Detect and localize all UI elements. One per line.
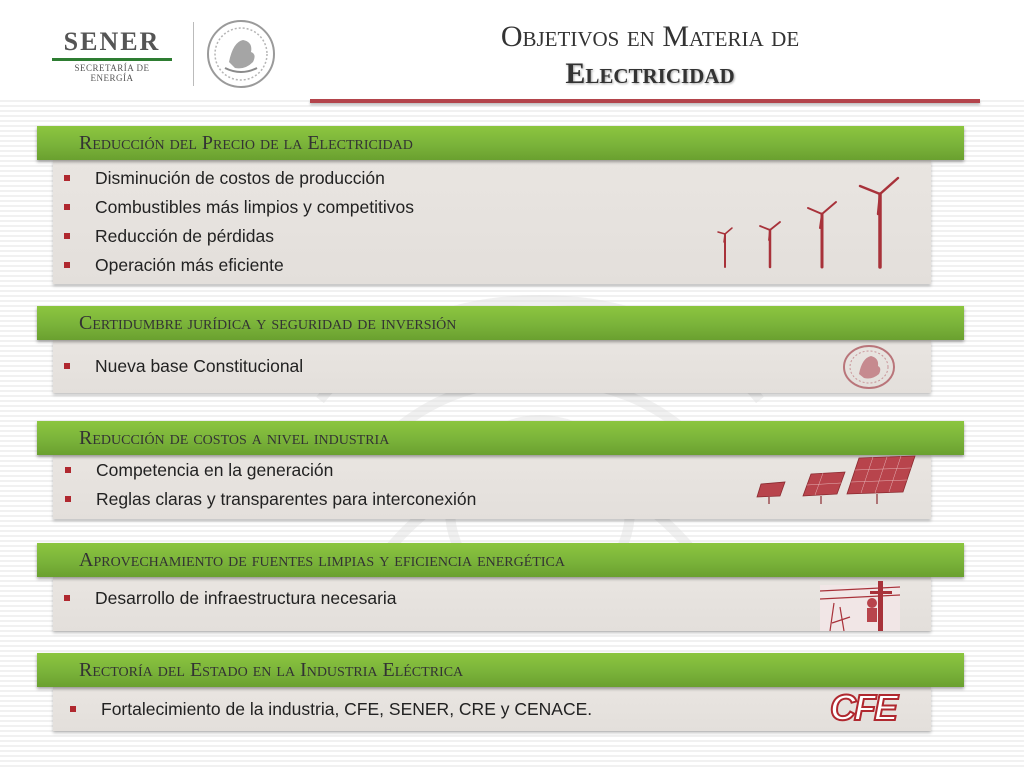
section-title: Aprovechamiento de fuentes limpias y eficiencia energética: [37, 543, 964, 577]
section-title: Rectoría del Estado en la Industria Eléctrica: [37, 653, 964, 687]
bullet-text: Disminución de costos de producción: [95, 168, 385, 188]
bullet-text: Operación más eficiente: [95, 255, 284, 275]
bullet-list: [63, 352, 303, 381]
bullet-icon: [70, 706, 76, 712]
bullet-text: Competencia en la generación: [96, 460, 334, 480]
list-item: [63, 251, 414, 280]
bullet-icon: [65, 496, 71, 502]
list-item: [64, 485, 476, 514]
bullet-list: [63, 164, 414, 280]
title-underline: [310, 99, 980, 103]
section-body: [53, 687, 931, 731]
bullet-icon: [65, 467, 71, 473]
title-line-1: Objetivos en Materia de: [500, 20, 800, 53]
bullet-text: Combustibles más limpios y competitivos: [95, 197, 414, 217]
list-item: [63, 164, 414, 193]
logo-divider: [193, 22, 194, 86]
bullet-icon: [64, 363, 70, 369]
national-emblem-icon: [205, 18, 277, 90]
lineman-pole-icon: [820, 577, 900, 631]
bullet-text: Reglas claras y transparentes para interconexión: [96, 489, 477, 509]
bullet-list: [63, 584, 397, 613]
national-seal-icon: [842, 344, 896, 390]
list-item: [63, 352, 303, 381]
page-title: [380, 20, 920, 94]
bullet-icon: [64, 175, 70, 181]
cfe-logo: CFE: [830, 687, 896, 728]
list-item: [64, 456, 476, 485]
header: [0, 0, 1024, 110]
bullet-text: Desarrollo de infraestructura necesaria: [95, 588, 397, 608]
bullet-list: [69, 695, 592, 724]
bullet-icon: [64, 262, 70, 268]
bullet-list: [64, 456, 476, 514]
solar-panels-icon: [755, 452, 920, 507]
list-item: [69, 695, 592, 724]
list-item: [63, 584, 397, 613]
bullet-icon: [64, 595, 70, 601]
bullet-text: Nueva base Constitucional: [95, 356, 304, 376]
bullet-text: Fortalecimiento de la industria, CFE, SENER, CRE y CENACE.: [101, 699, 593, 719]
section-title: Certidumbre jurídica y seguridad de inversión: [37, 306, 964, 340]
list-item: [63, 222, 414, 251]
logo-subtitle: SECRETARÍA DE ENERGÍA: [74, 63, 150, 83]
bullet-text: Reducción de pérdidas: [95, 226, 275, 246]
logo-name: SENER: [63, 27, 161, 56]
title-line-2: Electricidad: [565, 57, 735, 90]
wind-turbines-icon: [710, 172, 910, 272]
section-title: Reducción del Precio de la Electricidad: [37, 126, 964, 160]
bullet-icon: [64, 204, 70, 210]
list-item: [63, 193, 414, 222]
bullet-icon: [64, 233, 70, 239]
logo-bar: [52, 58, 172, 61]
sener-logo: [52, 28, 172, 83]
section-body: [53, 577, 931, 631]
section-body: [53, 340, 931, 393]
section-title: Reducción de costos a nivel industria: [37, 421, 964, 455]
